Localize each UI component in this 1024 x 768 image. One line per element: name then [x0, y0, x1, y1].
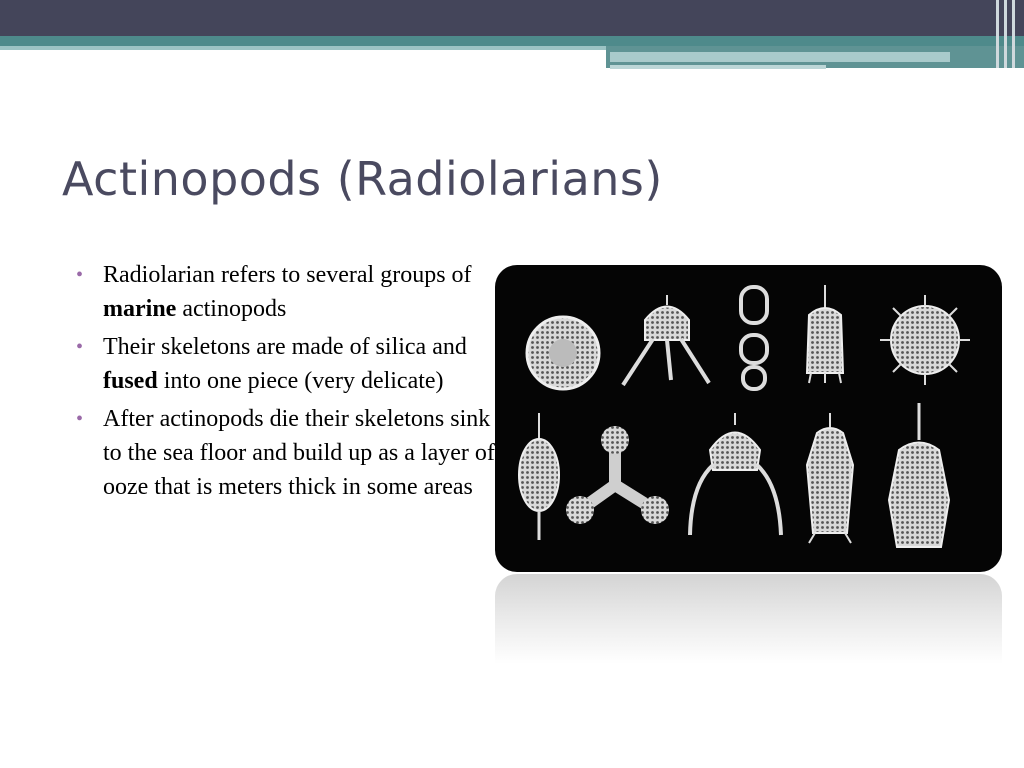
header-edge-line: [996, 0, 999, 68]
bullet-item: [76, 258, 496, 326]
slide-title: Actinopods (Radiolarians): [62, 152, 663, 206]
bullet-icon: •: [76, 336, 84, 358]
header-bar-light: [0, 46, 606, 50]
header-bar-teal: [0, 36, 1024, 46]
radiolarian-lantern: [807, 413, 853, 543]
radiolarian-bell: [807, 285, 843, 383]
radiolarian-helmet: [889, 403, 949, 547]
header-tab-stripe: [610, 52, 950, 62]
bullet-text: Radiolarian refers to several groups of: [103, 262, 472, 288]
header-tab-line: [610, 65, 826, 69]
radiolarian-tripod: [623, 295, 709, 385]
bullet-item: [76, 330, 496, 398]
radiolarian-spindle: [519, 413, 559, 540]
radiolarian-chain: [741, 287, 767, 389]
bullet-item: [76, 402, 496, 504]
radiolarian-disc: [527, 317, 599, 389]
bullet-text: into one piece (very delicate): [157, 368, 444, 394]
bullet-text: Their skeletons are made of silica and: [103, 334, 467, 360]
header-edge-line: [1012, 0, 1015, 68]
bullet-bold-text: marine: [103, 296, 177, 322]
photo-reflection: [495, 574, 1002, 664]
radiolarian-arched: [690, 413, 781, 535]
header-bar-dark: [0, 0, 1024, 36]
radiolarian-photo: [495, 265, 1002, 572]
header-edge-line: [1004, 0, 1007, 68]
bullet-icon: •: [76, 264, 84, 286]
bullet-text: After actinopods die their skeletons sink to the sea floor and build up as a layer of ooze that is meters thick in some areas: [103, 406, 495, 500]
radiolarian-trefoil: [566, 426, 669, 524]
radiolarian-spiny-sphere: [880, 295, 970, 385]
bullet-icon: •: [76, 408, 84, 430]
bullet-list: [76, 258, 496, 508]
radiolarian-illustration: [495, 265, 1002, 572]
bullet-text: actinopods: [176, 296, 287, 322]
bullet-bold-text: fused: [103, 368, 158, 394]
